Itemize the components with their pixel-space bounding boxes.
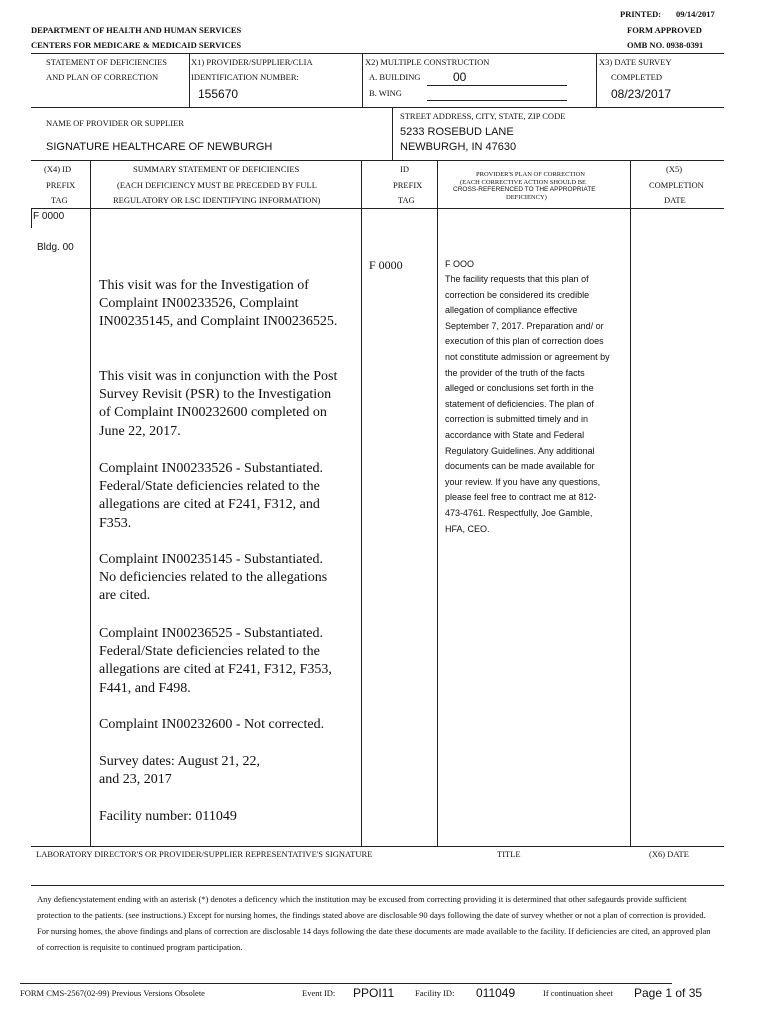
summary-label-2: (EACH DEFICIENCY MUST BE PRECEDED BY FULL <box>117 180 317 190</box>
id-label-2: PREFIX <box>393 180 423 190</box>
date-label: (X6) DATE <box>649 849 689 859</box>
summary-label-3: REGULATORY OR LSC IDENTIFYING INFORMATION) <box>113 195 321 205</box>
signature-label: LABORATORY DIRECTOR'S OR PROVIDER/SUPPLIER REPRESENTATIVE'S SIGNATURE <box>36 849 373 859</box>
omb-number: OMB NO. 0938-0391 <box>627 40 704 50</box>
plan-label-2: (EACH CORRECTIVE ACTION SHOULD BE <box>460 179 587 186</box>
wing-underline <box>427 100 567 101</box>
statement-label-2: AND PLAN OF CORRECTION <box>46 72 159 82</box>
building-label: A. BUILDING <box>369 72 421 82</box>
rule-signature <box>31 846 724 847</box>
plan-of-correction-text: The facility requests that this plan of correction be considered its credible allegation of compliance effective September 7, 2017. Preparation and/ or execution of this plan of correction does not constitute admission or agreement by the provider of the truth of the facts alleged or conclusions set forth in the statement of deficiencies. The plan of correction is submitted timely and in accordance with State and Federal Regulatory Guidelines. Any additional documents can be made available for your review. If you have any questions, please feel free to contract me at 812-473-4761. Respectfully, Joe Gamble, HFA, CEO. <box>445 274 610 534</box>
rule-notice <box>31 885 724 886</box>
printed-label: PRINTED: <box>620 9 662 19</box>
summary-label-1: SUMMARY STATEMENT OF DEFICIENCIES <box>133 164 300 174</box>
printed-date: 09/14/2017 <box>676 9 715 19</box>
col-rule-3 <box>437 160 438 846</box>
x3-value: 08/23/2017 <box>611 87 672 101</box>
rule-v1 <box>189 53 190 107</box>
x1-label-2: IDENTIFICATION NUMBER: <box>191 72 299 82</box>
finding-paragraph-7: Survey dates: August 21, 22, and 23, 2017 <box>99 754 260 788</box>
col-rule-2 <box>361 160 362 846</box>
tag-left: F 0000 <box>33 211 65 222</box>
tag-mid: F 0000 <box>369 258 403 272</box>
rule-v3 <box>596 53 597 107</box>
finding-paragraph-4: Complaint IN00235145 - Substantiated. No deficiencies related to the allegations are cited. <box>99 552 328 604</box>
rule-top <box>31 53 724 54</box>
finding-paragraph-5: Complaint IN00236525 - Substantiated. Federal/State deficiencies related to the allegations are cited at F241, F312, F353, F441, and F498. <box>99 626 332 696</box>
rule-row2 <box>31 107 724 108</box>
rule-v2 <box>362 53 363 107</box>
finding-paragraph-8: Facility number: 011049 <box>99 809 237 824</box>
x2-label: X2) MULTIPLE CONSTRUCTION <box>365 57 490 67</box>
id-label-1: ID <box>400 164 409 174</box>
x4-label-3: TAG <box>51 195 68 205</box>
plan-label-1: PROVIDER'S PLAN OF CORRECTION <box>476 171 585 178</box>
form-number: FORM CMS-2567(02-99) Previous Versions Obsolete <box>20 988 205 998</box>
col-rule-1 <box>90 160 91 846</box>
plan-tag: F OOO <box>445 259 474 269</box>
continuation-label: If continuation sheet <box>543 988 613 998</box>
rule-v4 <box>392 107 393 160</box>
finding-paragraph-1: This visit was for the Investigation of Complaint IN00233526, Complaint IN00235145, and Complaint IN00236525. <box>99 278 338 330</box>
provider-name: SIGNATURE HEALTHCARE OF NEWBURGH <box>46 141 273 153</box>
address-line-1: 5233 ROSEBUD LANE <box>400 126 514 138</box>
x4-label-1: (X4) ID <box>44 164 72 174</box>
event-id-value: PPOI11 <box>353 986 395 1000</box>
x1-label-1: X1) PROVIDER/SUPPLIER/CLIA <box>191 57 313 67</box>
rule-row3 <box>31 160 724 161</box>
form-approved: FORM APPROVED <box>627 25 702 35</box>
title-label: TITLE <box>497 849 521 859</box>
finding-paragraph-6: Complaint IN00232600 - Not corrected. <box>99 717 325 732</box>
disclosure-notice: Any defiencystatement ending with an asterisk (*) denotes a deficency which the institution may be excused from correcting providing it is determined that other safegaurds provide sufficient protection to the patients. (see instructions.) Except for nursing homes, the findings stated above are disclosable 90 days following the date of survey whether or not a plan of correction is provided. For nursing homes, the above findings and plans of correction are disclosable 14 days following the date these documents are made available to the facility. If deficiencies are cited, an approved plan of correction is requisite to continued program participation. <box>37 894 711 952</box>
address-label: STREET ADDRESS, CITY, STATE, ZIP CODE <box>400 111 566 121</box>
x5-label-1: (X5) <box>666 164 683 174</box>
rule-left-stub <box>31 208 32 228</box>
x4-label-2: PREFIX <box>46 180 76 190</box>
x3-label-1: X3) DATE SURVEY <box>599 57 672 67</box>
id-label-3: TAG <box>398 195 415 205</box>
x5-label-2: COMPLETION <box>649 180 704 190</box>
building-value: 00 <box>453 70 467 84</box>
x1-value: 155670 <box>198 87 239 101</box>
facility-id-label: Facility ID: <box>415 988 455 998</box>
page-number: Page 1 of 35 <box>634 986 703 1000</box>
rule-colhead <box>31 208 724 209</box>
finding-paragraph-2: This visit was in conjunction with the Post Survey Revisit (PSR) to the Investigation of Complaint IN00232600 completed on June 22, 2017. <box>99 369 338 439</box>
statement-label-1: STATEMENT OF DEFICIENCIES <box>46 57 168 67</box>
facility-id-value: 011049 <box>476 986 516 1000</box>
centers-title: CENTERS FOR MEDICARE & MEDICAID SERVICES <box>31 40 242 50</box>
plan-label-3: CROSS-REFERENCED TO THE APPROPRIATE <box>453 186 596 193</box>
provider-label: NAME OF PROVIDER OR SUPPLIER <box>46 118 184 128</box>
col-rule-4 <box>630 160 631 846</box>
wing-label: B. WING <box>369 88 402 98</box>
x5-label-3: DATE <box>664 195 686 205</box>
rule-footer <box>20 983 672 984</box>
event-id-label: Event ID: <box>302 988 336 998</box>
x3-label-2: COMPLETED <box>611 72 662 82</box>
building-underline <box>427 85 567 86</box>
address-line-2: NEWBURGH, IN 47630 <box>400 141 517 153</box>
plan-label-4: DEFICIENCY) <box>506 194 547 201</box>
building-tag: Bldg. 00 <box>37 242 74 253</box>
finding-paragraph-3: Complaint IN00233526 - Substantiated. Federal/State deficiencies related to the allegations are cited at F241, F312, and F353. <box>99 461 323 531</box>
department-title: DEPARTMENT OF HEALTH AND HUMAN SERVICES <box>31 25 242 35</box>
